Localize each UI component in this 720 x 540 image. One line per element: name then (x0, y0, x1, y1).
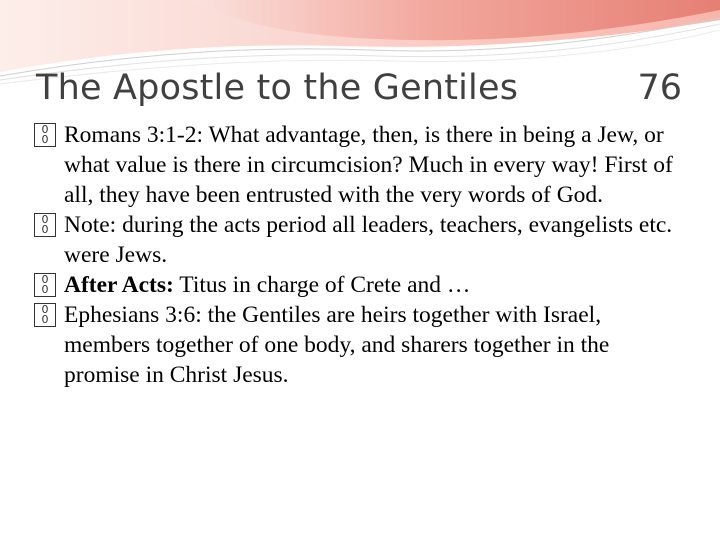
slide-title: The Apostle to the Gentiles (36, 68, 519, 108)
bullet-list (34, 120, 684, 390)
slide-number: 76 (637, 68, 682, 108)
bullet-text: Romans 3:1-2: What advantage, then, is there in being a Jew, or what value is there in circumcision? Much in every way! First of all, they have been entrusted with the very words of God. (64, 122, 673, 208)
bullet-text: Titus in charge of Crete and … (173, 272, 471, 298)
bullet-item-after-acts (34, 270, 684, 300)
bullet-item-romans (34, 120, 684, 210)
missing-glyph-bullet-icon: 0 0 (34, 303, 56, 327)
bullet-item-note (34, 210, 684, 270)
bullet-text: Ephesians 3:6: the Gentiles are heirs together with Israel, members together of one body, and sharers together in the promise in Christ Jesus. (64, 302, 610, 388)
missing-glyph-bullet-icon: 0 0 (34, 273, 56, 297)
bullet-item-ephesians (34, 300, 684, 390)
bullet-bold-prefix: After Acts: (64, 272, 174, 298)
missing-glyph-bullet-icon: 0 0 (34, 213, 56, 237)
title-row (36, 62, 686, 114)
bullet-text: Note: during the acts period all leaders, teachers, evangelists etc. were Jews. (64, 212, 673, 268)
missing-glyph-bullet-icon: 0 0 (34, 123, 56, 147)
